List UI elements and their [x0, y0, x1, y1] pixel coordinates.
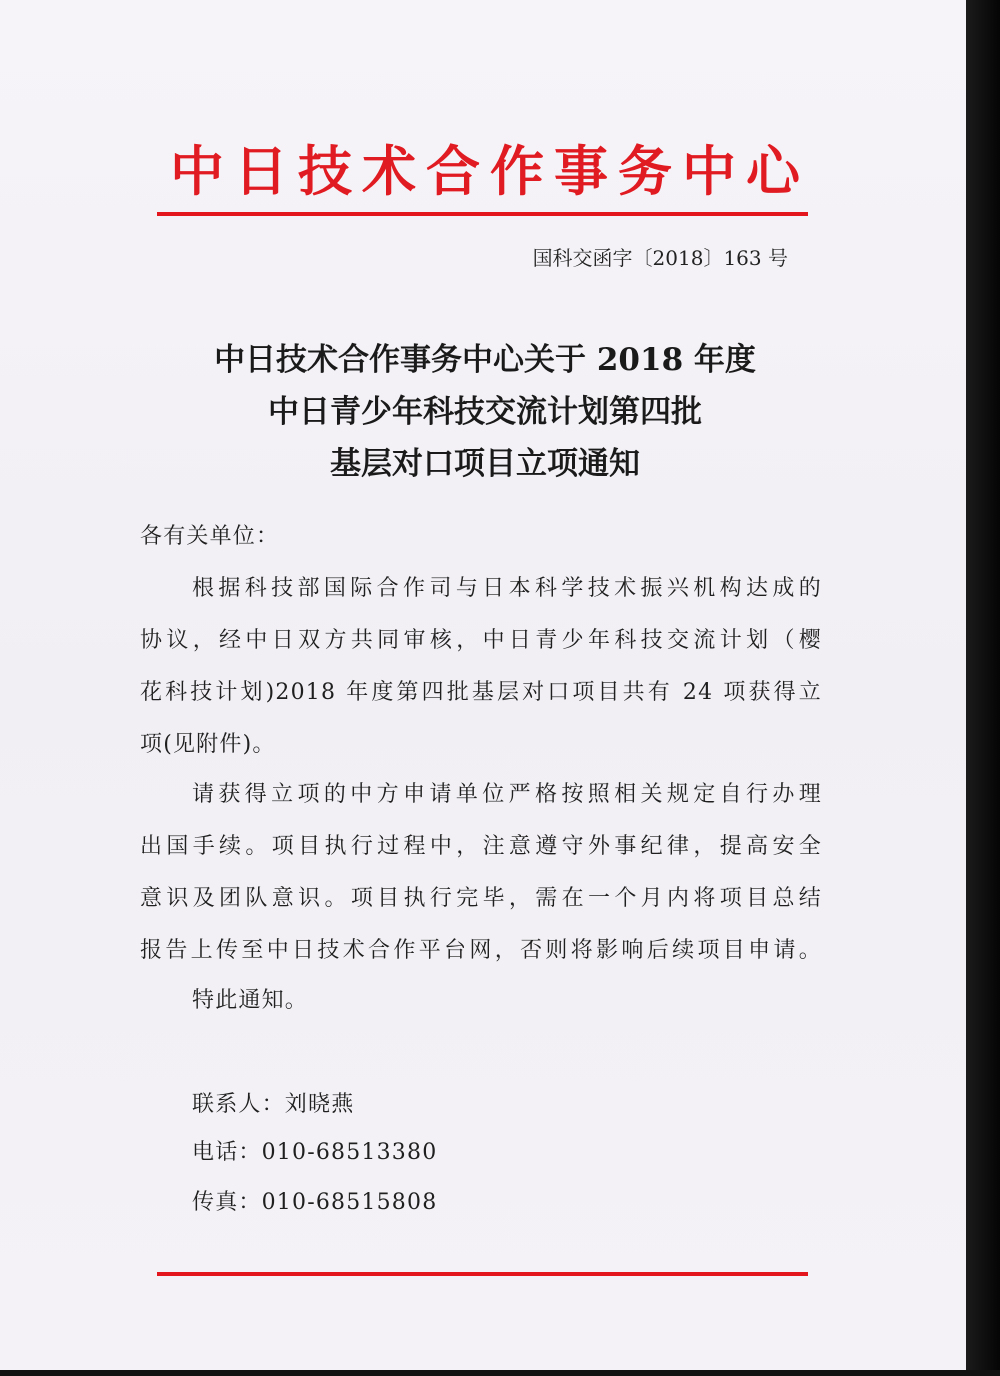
- closing-text: 特此通知。: [192, 988, 309, 1013]
- footer-rule: [157, 1272, 808, 1276]
- salutation: 各有关单位：: [140, 524, 280, 549]
- document-number: 国科交函字〔2018〕163 号: [532, 246, 788, 270]
- document-title-line-2: 中日青少年科技交流计划第四批: [268, 394, 702, 430]
- contact-fax: 传真：010-68515808: [192, 1190, 438, 1215]
- paragraph-2-line-1: 请获得立项的中方申请单位严格按照相关规定自行办理: [192, 782, 822, 807]
- paragraph-2-line-4: 报告上传至中日技术合作平台网，否则将影响后续项目申请。: [140, 938, 822, 963]
- contact-phone: 电话：010-68513380: [192, 1140, 438, 1165]
- scan-border-bottom: [0, 1370, 1000, 1376]
- document-title-line-3: 基层对口项目立项通知: [330, 446, 640, 482]
- paragraph-2-line-2: 出国手续。项目执行过程中，注意遵守外事纪律，提高安全: [140, 834, 822, 859]
- letterhead-org-name: 中日技术合作事务中心: [170, 140, 810, 203]
- paragraph-1-line-3: 花科技计划)2018 年度第四批基层对口项目共有 24 项获得立: [140, 680, 822, 705]
- paragraph-1-line-4: 项(见附件)。: [140, 732, 276, 757]
- contact-person: 联系人：刘晓燕: [192, 1092, 355, 1117]
- document-title-line-1: 中日技术合作事务中心关于 2018 年度: [214, 342, 756, 378]
- paragraph-1-line-2: 协议，经中日双方共同审核，中日青少年科技交流计划（樱: [140, 628, 822, 653]
- paragraph-1-line-1: 根据科技部国际合作司与日本科学技术振兴机构达成的: [192, 576, 822, 601]
- scan-border-right: [966, 0, 1000, 1376]
- paragraph-2-line-3: 意识及团队意识。项目执行完毕，需在一个月内将项目总结: [140, 886, 822, 911]
- letterhead-top-rule: [157, 212, 808, 216]
